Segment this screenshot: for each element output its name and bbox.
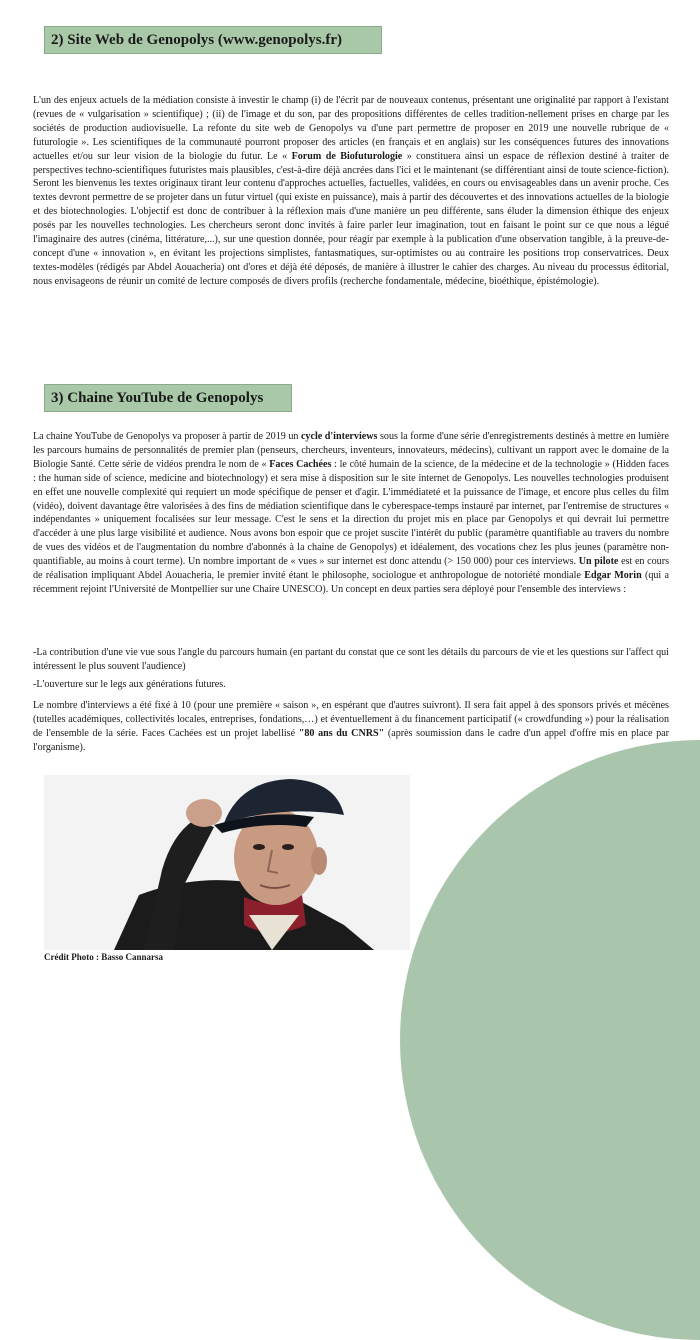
bold-forum-title: Forum de Biofuturologie bbox=[291, 150, 403, 162]
section-heading-youtube bbox=[44, 384, 292, 412]
paragraph-website bbox=[33, 94, 669, 289]
paragraph-text: » constituera ainsi un espace de réflexion destiné à traiter de perspectives techno-scientifiques futuristes mais plausibles, c'est-à-dire déjà ancrées dans l'ici et le maintenant (se différentiant ainsi de toute science-fiction). Seront les bienvenus les textes originaux tirant leur contenu d'approches actuelles, factuelles, validées, en cours ou envisageables dans un avenir proche. Ces textes devront permettre de se projeter dans un futur virtuel (qui existe en puissance), mais à partir des découvertes et des innovations actuelles de la biologie et des biotechnologies. L'objectif est donc de contribuer à la réflexion mais d'une manière un peu différente, sans éluder la dimension éthique des enjeux posés par les nouvelles technologies. Les chercheurs seront donc invités à faire parler leur imagination, tout en faisant le point sur ce que nous a légué l'imaginaire des autres (cinéma, littérature,...), sur une question donnée, pour réagir par exemple à la publication d'une observation tangible, à la preuve-de-concept d'une « innovation », en évitant les projections simplistes, fantasmatiques, sur-optimistes ou au contraire les positions trop conservatrices. Deux textes-modèles (rédigés par Abdel Aouacheria) ont d'ores et déjà été déposés, de manière à illustrer le cahier des charges. Au niveau du processus éditorial, nous envisageons de réunir un comité de lecture composés de divers profils (recherche fondamentale, médecine, bioéthique, épistémologie). bbox=[33, 150, 669, 287]
bold-faces-cachees: Faces Cachées bbox=[269, 458, 332, 470]
photo-credit: Crédit Photo : Basso Cannarsa bbox=[44, 952, 164, 962]
portrait-illustration bbox=[44, 775, 410, 950]
paragraph-text: sous la forme d'une série d'enregistrements destinés à mettre en lumière les parcours humains de personnalités de premier plan (penseurs, chercheurs, inventeurs, innovateurs, médecins), cultivant un rapport avec le domaine de la Biologie Santé. Cette série de vidéos prendra le nom de « bbox=[33, 431, 669, 470]
paragraph-text: : le côté humain de la science, de la médecine et de la technologie » (Hidden faces : the human side of science, medicine and biotechnology) et sera mise à disposition sur le site internet de Genopolys. Les nouvelles technologies produisent en effet une nouvelle complexité qui requiert un mode spécifique de penser et d'agir. L'immédiateté et la puissance de l'image, et encore plus celles du film (vidéo), doivent davantage être valorisées à des fins de médiation scientifique dans le cyberespace-temps instauré par internet, par l'entremise de structures « indépendantes » uniquement focalisées sur leur message. C'est le sens et la direction du projet mis en place par Genopolys et qui devrait lui permettre d'accéder à une plus large visibilité et audience. Nous avons bon espoir que ce projet suscite l'intérêt du public (paramètre quantifiable au travers du nombre de vues des vidéos et de l'augmentation du nombre d'abonnés à la chaine de Genopolys) et idéalement, des vocations chez les plus jeunes (paramètre non-quantifiable, au moins à court terme). Un nombre important de « vues » sur internet est donc attendu (> 150 000) pour ces interviews. bbox=[33, 458, 669, 568]
paragraph-funding bbox=[33, 699, 669, 755]
section-heading-website bbox=[44, 26, 382, 54]
bold-pilot: Un pilote bbox=[578, 556, 619, 568]
bold-interview-cycle: cycle d'interviews bbox=[300, 431, 378, 442]
section-heading-youtube-text: 3) Chaine YouTube de Genopolys bbox=[51, 390, 264, 406]
paragraph-text: Le nombre d'interviews a été fixé à 10 (pour une première « saison », en espérant que d'autres suivront). Il sera fait appel à des sponsors privés et mécènes (tutelles académiques, collectivités locales, entreprises, fondations,…) et éventuellement à du financement participatif (« crowdfunding ») pour la réalisation de l'ensemble de la série. Faces Cachées est un projet labellisé bbox=[33, 700, 669, 739]
decorative-green-circle bbox=[400, 740, 700, 1340]
list-item: -La contribution d'une vie vue sous l'angle du parcours humain (en partant du constat que ce sont les détails du parcours de vie et les questions sur l'affect qui intéressent le plus souvent l'audience) bbox=[33, 647, 669, 672]
paragraph-text: (après soumission dans le cadre d'un appel d'offre mis en place par l'organisme). bbox=[33, 727, 669, 753]
list-item: -L'ouverture sur le legs aux générations futures. bbox=[33, 678, 226, 690]
paragraph-text: est en cours de réalisation impliquant Abdel Aouacheria, le premier invité étant le philosophe, sociologue et anthropologue de notoriété mondiale bbox=[33, 556, 670, 582]
portrait-photo bbox=[44, 775, 410, 950]
paragraph-text: La chaine YouTube de Genopolys va proposer à partir de 2019 un bbox=[33, 431, 301, 442]
paragraph-youtube bbox=[33, 430, 669, 597]
paragraph-text: L'un des enjeux actuels de la médiation consiste à investir le champ (i) de l'écrit par de nouveaux contenus, présentant une originalité par rapport à l'existant (revues de « vulgarisation » scientifique) ; (ii) de l'image et du son, par des propositions différentes de celles tradition-nellement prises en charge par les sociétés de production audiovisuelle. La refonte du site web de Genopolys va d'une part permettre de proposer en 2019 une nouvelle rubrique de « futurologie ». Les scientifiques de la communauté pourront proposer des articles (en français et en anglais) sur les conséquences futures des innovations actuelles et/ou sur leur vision de la biologie du futur. Le « bbox=[33, 95, 669, 162]
paragraph-text: (qui a récemment rejoint l'Université de Montpellier sur une Chaire UNESCO). Un concept en deux parties sera déployé pour l'ensemble des interviews : bbox=[33, 570, 669, 595]
concept-list bbox=[33, 646, 669, 696]
section-heading-website-text: 2) Site Web de Genopolys (www.genopolys.fr) bbox=[51, 32, 342, 48]
bold-cnrs-label: "80 ans du CNRS" bbox=[298, 727, 385, 739]
bold-edgar-morin: Edgar Morin bbox=[584, 570, 642, 582]
